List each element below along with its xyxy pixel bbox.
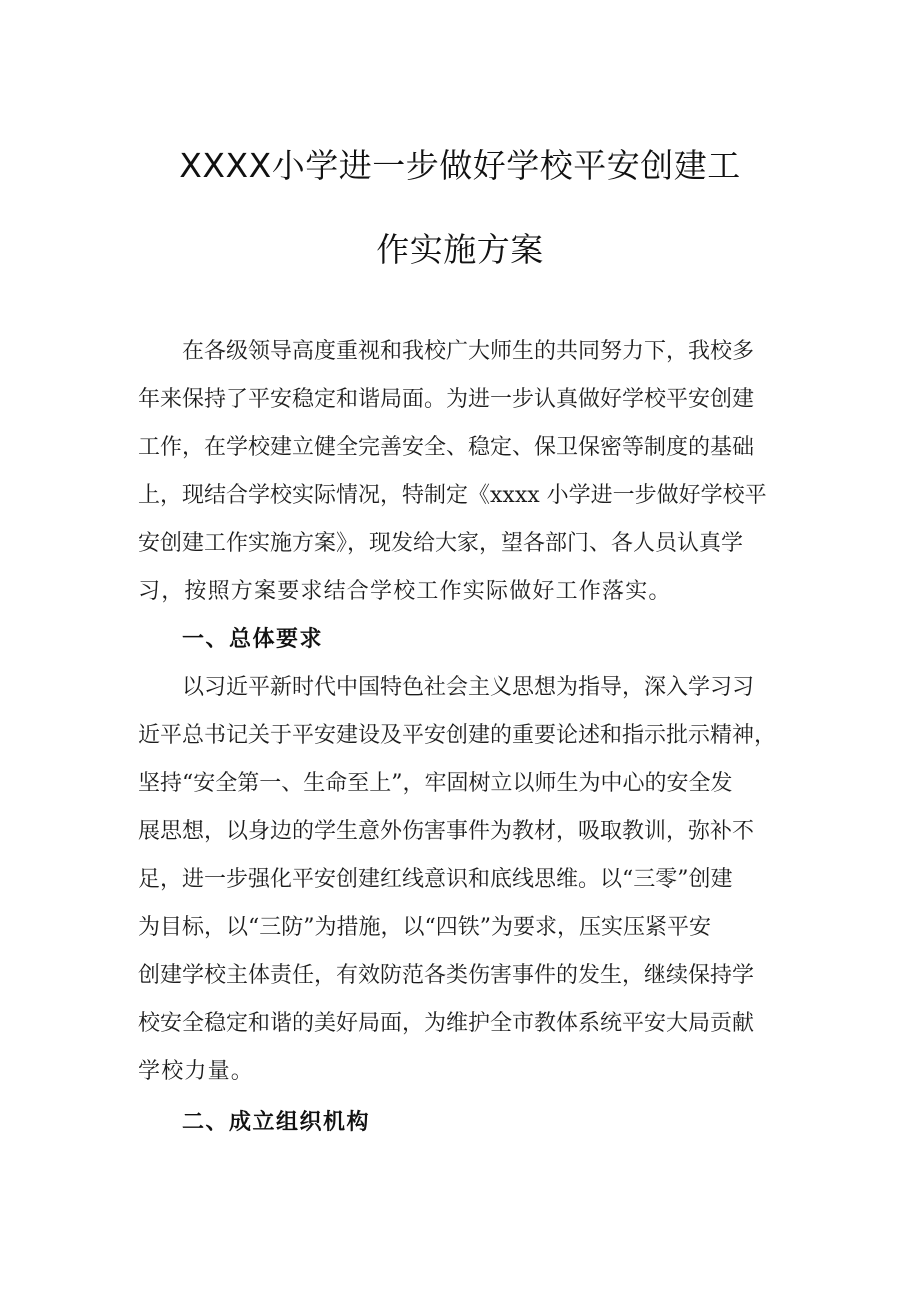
document-title-line-2: 作实施方案 xyxy=(376,230,544,269)
intro-line: 年来保持了平安稳定和谐局面。为进一步认真做好学校平安创建 xyxy=(138,387,755,412)
section1-line: 近平总书记关于平安建设及平安创建的重要论述和指示批示精神， xyxy=(138,723,777,748)
section1-line: 以习近平新时代中国特色社会主义思想为指导，深入学习习 xyxy=(182,675,755,700)
section-heading-organization: 二、成立组织机构 xyxy=(182,1110,371,1135)
section1-line: 校安全稳定和谐的美好局面，为维护全市教体系统平安大局贡献 xyxy=(138,1011,755,1036)
section-heading-overall-requirements: 一、总体要求 xyxy=(182,627,324,652)
intro-line: 在各级领导高度重视和我校广大师生的共同努力下，我校多 xyxy=(182,339,755,364)
intro-line: 工作，在学校建立健全完善安全、稳定、保卫保密等制度的基础 xyxy=(138,435,755,460)
intro-line: 习，按照方案要求结合学校工作实际做好工作落实。 xyxy=(138,579,672,604)
section1-line: 创建学校主体责任，有效防范各类伤害事件的发生，继续保持学 xyxy=(138,963,755,988)
section1-line: 为目标，以“三防”为措施，以“四铁”为要求，压实压紧平安 xyxy=(138,915,711,940)
intro-line: 安创建工作实施方案》，现发给大家，望各部门、各人员认真学 xyxy=(138,531,744,556)
section1-line: 学校力量。 xyxy=(138,1059,255,1084)
section1-line: 坚持“安全第一、生命至上”，牢固树立以师生为中心的安全发 xyxy=(138,771,733,796)
section1-line: 展思想，以身边的学生意外伤害事件为教材，吸取教训，弥补不 xyxy=(138,819,755,844)
document-title-line-1: XXXX小学进一步做好学校平安创建工 xyxy=(179,146,741,185)
section1-line: 足，进一步强化平安创建红线意识和底线思维。以“三零”创建 xyxy=(138,867,733,892)
intro-line: 上，现结合学校实际情况，特制定《xxxx 小学进一步做好学校平 xyxy=(138,483,767,508)
